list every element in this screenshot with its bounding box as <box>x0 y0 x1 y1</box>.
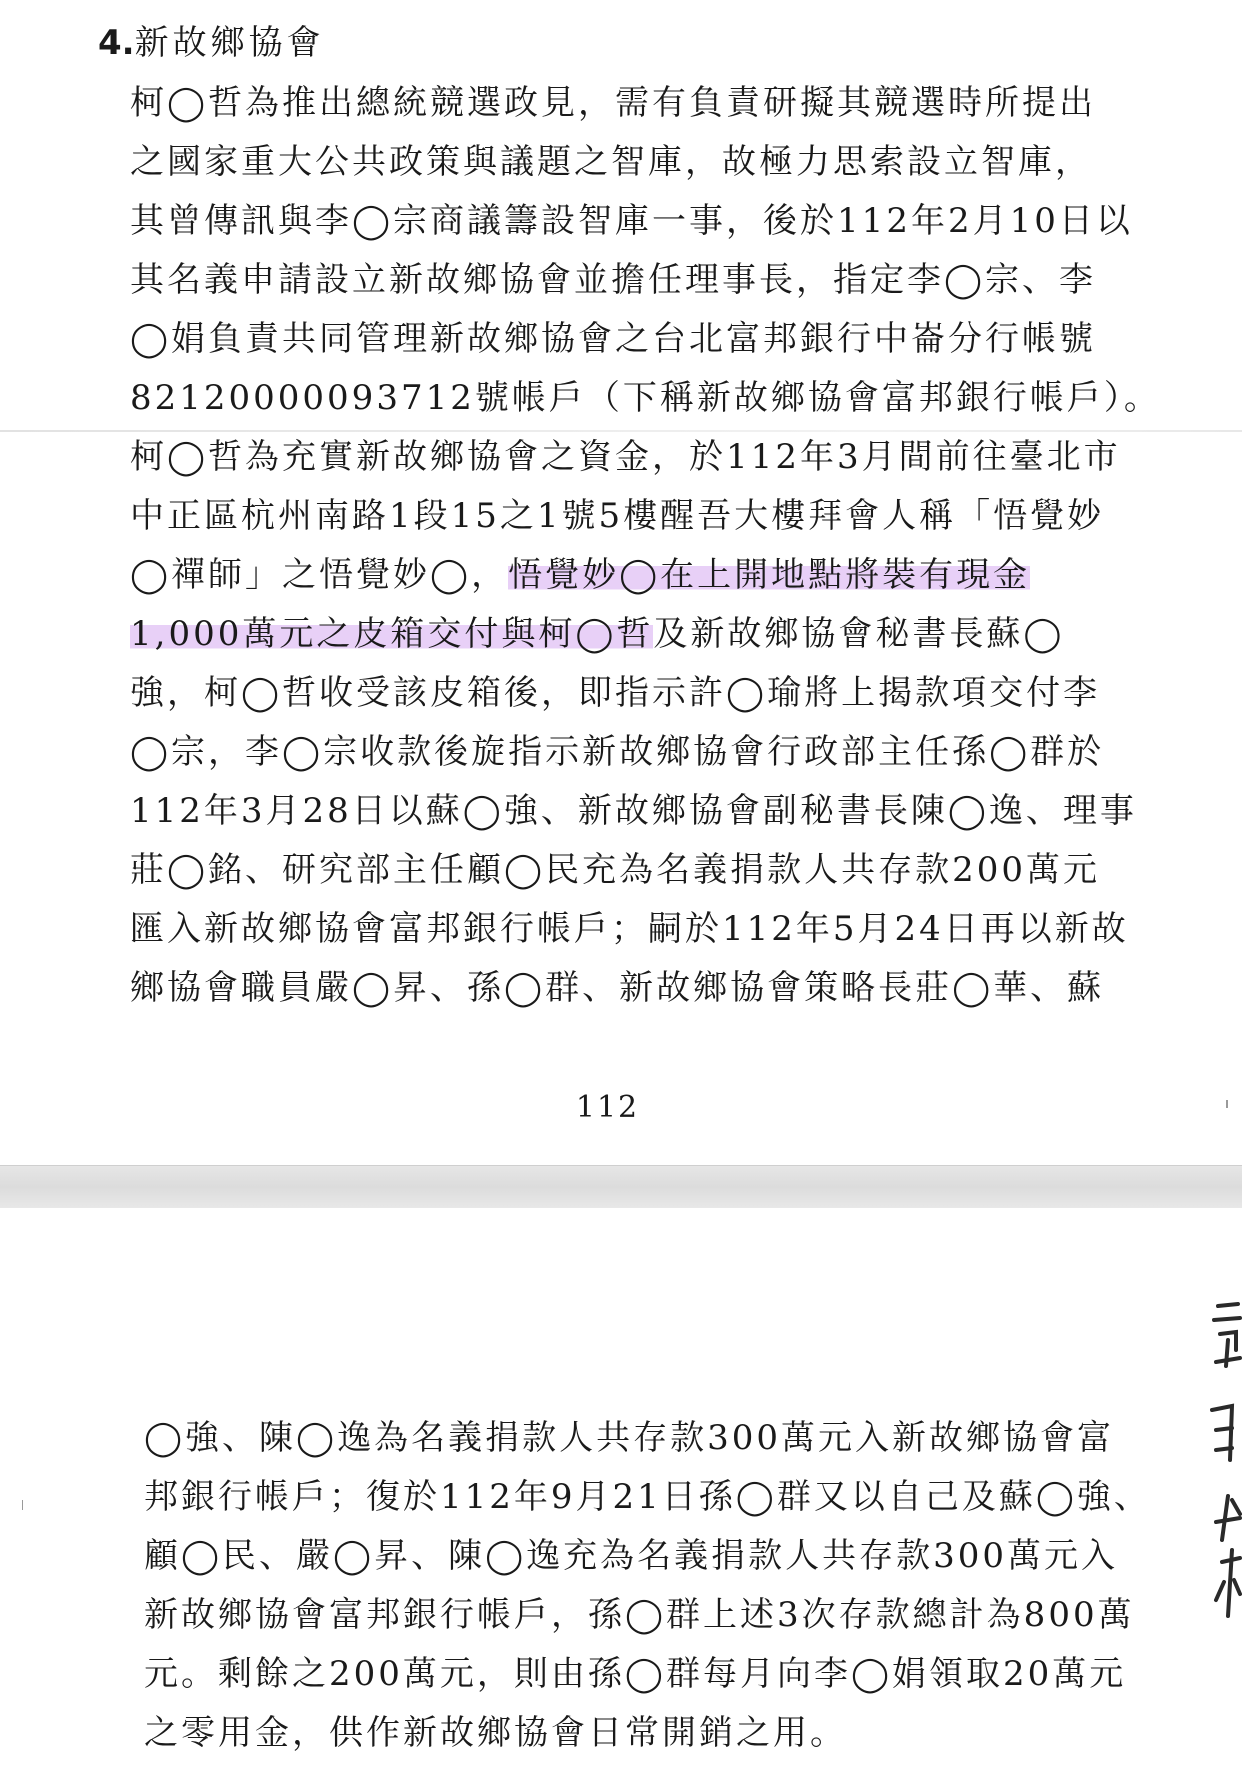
paragraph-line: 柯◯哲為推出總統競選政見，需有負責研擬其競選時所提出 <box>130 83 1097 123</box>
section-heading <box>98 18 325 68</box>
paragraph-line: 鄉協會職員嚴◯昇、孫◯群、新故鄉協會策略長莊◯華、蘇 <box>130 968 1105 1008</box>
paragraph-line: 元。剩餘之200萬元，則由孫◯群每月向李◯娟領取20萬元 <box>144 1654 1127 1694</box>
paragraph-line-with-highlight <box>130 609 1064 659</box>
paragraph-line-with-highlight <box>130 550 1030 600</box>
paragraph-line: 之國家重大公共政策與議題之智庫，故極力思索設立智庫， <box>130 142 1092 182</box>
paragraph-line: 112年3月28日以蘇◯強、新故鄉協會副秘書長陳◯逸、理事 <box>130 791 1137 831</box>
section-title: 新故鄉協會 <box>134 23 325 63</box>
paragraph-line: 莊◯銘、研究部主任顧◯民充為名義捐款人共存款200萬元 <box>130 850 1100 890</box>
highlighted-text: 1,000萬元之皮箱交付與柯◯哲 <box>130 614 654 654</box>
paragraph-line: 顧◯民、嚴◯昇、陳◯逸充為名義捐款人共存款300萬元入 <box>144 1536 1119 1576</box>
paragraph-line: 匯入新故鄉協會富邦銀行帳戶；嗣於112年5月24日再以新故 <box>130 909 1129 949</box>
page-number: 112 <box>575 1090 640 1125</box>
stamp-edge-mark <box>1202 1300 1242 1620</box>
section-number: 4. <box>98 23 135 63</box>
paragraph-line: 其曾傳訊與李◯宗商議籌設智庫一事，後於112年2月10日以 <box>130 201 1133 241</box>
highlighted-text: 悟覺妙◯在上開地點將裝有現金 <box>508 555 1031 595</box>
paragraph-line: 邦銀行帳戶；復於112年9月21日孫◯群又以自己及蘇◯強、 <box>144 1477 1151 1517</box>
page-separator <box>0 1165 1242 1209</box>
paragraph-line: 82120000093712號帳戶（下稱新故鄉協會富邦銀行帳戶）。 <box>130 378 1161 418</box>
paragraph-line: ◯宗，李◯宗收款後旋指示新故鄉協會行政部主任孫◯群於 <box>130 732 1105 772</box>
scan-speck <box>22 1500 23 1510</box>
scan-speck <box>1226 1100 1228 1108</box>
paragraph-line: 之零用金，供作新故鄉協會日常開銷之用。 <box>144 1713 847 1753</box>
paragraph-line: ◯強、陳◯逸為名義捐款人共存款300萬元入新故鄉協會富 <box>144 1418 1114 1458</box>
paragraph-line: 強，柯◯哲收受該皮箱後，即指示許◯瑜將上揭款項交付李 <box>130 673 1101 713</box>
paragraph-line: 其名義申請設立新故鄉協會並擔任理事長，指定李◯宗、李 <box>130 260 1097 300</box>
paragraph-line: 柯◯哲為充實新故鄉協會之資金，於112年3月間前往臺北市 <box>130 437 1121 477</box>
paragraph-line: ◯娟負責共同管理新故鄉協會之台北富邦銀行中崙分行帳號 <box>130 319 1097 359</box>
paragraph-text: 及新故鄉協會秘書長蘇◯ <box>653 614 1065 654</box>
paragraph-line: 中正區杭州南路1段15之1號5樓醒吾大樓拜會人稱「悟覺妙 <box>130 496 1105 536</box>
paragraph-line: 新故鄉協會富邦銀行帳戶，孫◯群上述3次存款總計為800萬 <box>144 1595 1135 1635</box>
paragraph-text: ◯禪師」之悟覺妙◯， <box>130 555 509 595</box>
